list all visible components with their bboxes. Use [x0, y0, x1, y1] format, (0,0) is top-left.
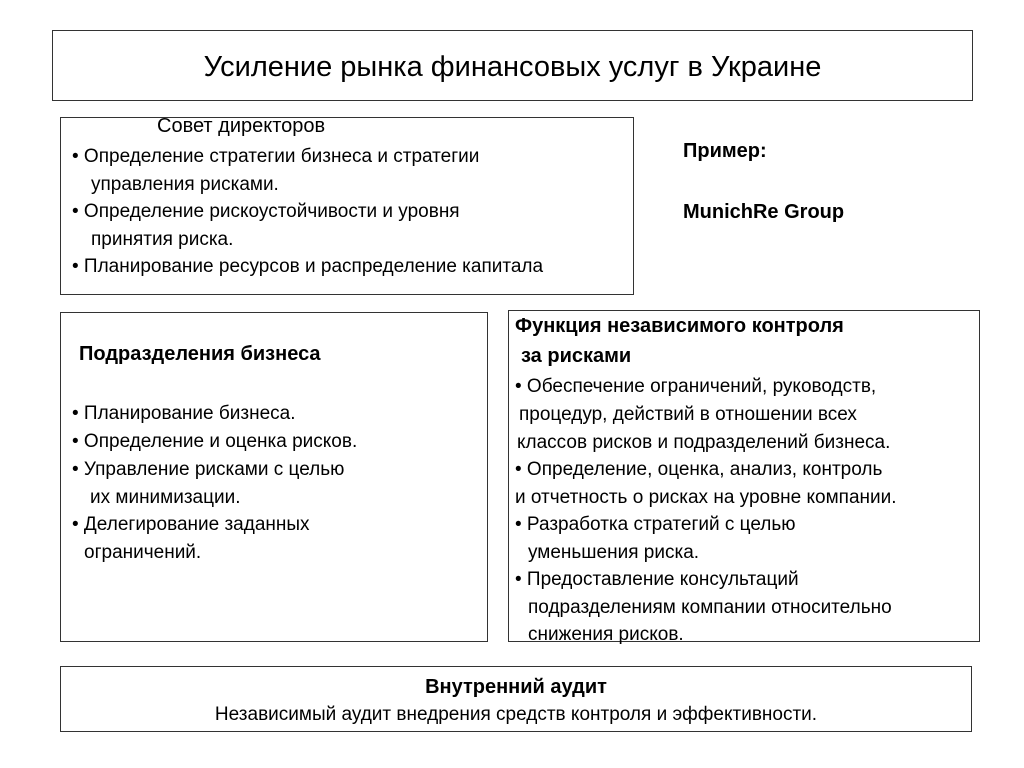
business-heading: Подразделения бизнеса [79, 343, 321, 365]
risk-item-1-line-1: • Обеспечение ограничений, руководств, [515, 376, 877, 397]
audit-heading: Внутренний аудит [425, 676, 607, 698]
risk-item-4-line-2: подразделениям компании относительно [528, 597, 892, 618]
title-box [52, 30, 973, 101]
risk-item-1-line-3: классов рисков и подразделений бизнеса. [517, 432, 891, 453]
business-item-1: • Планирование бизнеса. [72, 403, 296, 424]
risk-item-1-line-2: процедур, действий в отношении всех [519, 404, 857, 425]
board-item-1-line-2: управления рисками. [91, 174, 279, 195]
risk-item-2-line-2: и отчетность о рисках на уровне компании. [515, 487, 897, 508]
risk-item-3-line-1: • Разработка стратегий с целью [515, 514, 796, 535]
business-item-3-line-2: их минимизации. [90, 487, 241, 508]
audit-text: Независимый аудит внедрения средств контроля и эффективности. [214, 704, 818, 725]
risk-item-3-line-2: уменьшения риска. [528, 542, 700, 563]
board-item-1-line-1: • Определение стратегии бизнеса и стратегии [72, 146, 480, 167]
board-item-2-line-1: • Определение рискоустойчивости и уровня [72, 201, 460, 222]
risk-heading-line-1: Функция независимого контроля [515, 315, 844, 337]
business-item-2: • Определение и оценка рисков. [72, 431, 358, 452]
page-title: Усиление рынка финансовых услуг в Украине [203, 51, 822, 83]
risk-heading-line-2: за рисками [521, 345, 632, 367]
risk-item-4-line-1: • Предоставление консультаций [515, 569, 799, 590]
business-item-4-line-1: • Делегирование заданных [72, 514, 310, 535]
risk-item-2-line-1: • Определение, оценка, анализ, контроль [515, 459, 883, 480]
business-item-3-line-1: • Управление рисками с целью [72, 459, 345, 480]
risk-item-4-line-3: снижения рисков. [528, 624, 684, 645]
board-heading: Совет директоров [157, 115, 326, 137]
business-item-4-line-2: ограничений. [84, 542, 202, 563]
board-item-2-line-2: принятия риска. [91, 229, 234, 250]
example-label: Пример: [683, 140, 767, 162]
board-item-3-line-1: • Планирование ресурсов и распределение капитала [72, 256, 544, 277]
example-company: MunichRe Group [683, 201, 845, 223]
